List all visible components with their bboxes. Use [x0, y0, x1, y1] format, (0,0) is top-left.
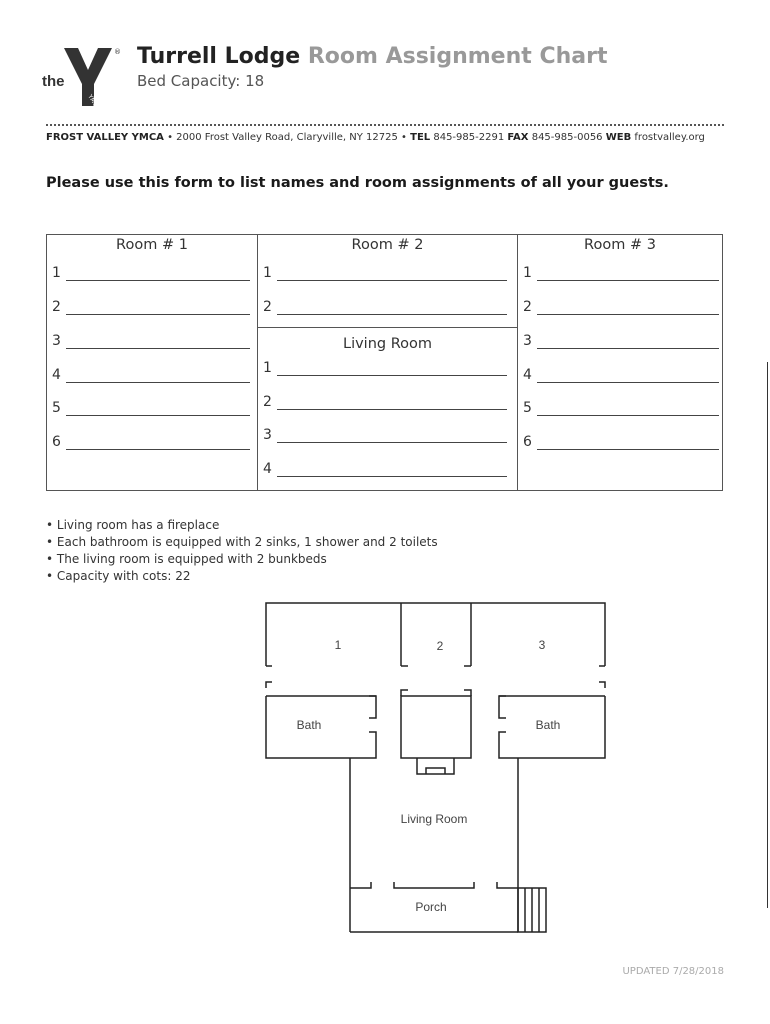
room3-slot[interactable]: 4: [523, 367, 719, 385]
column-divider: [257, 235, 258, 490]
plan-bath-right-label: Bath: [535, 718, 561, 732]
outer-wall: [266, 603, 605, 666]
room3-slot[interactable]: 3: [523, 333, 719, 351]
plan-bath-left-label: Bath: [296, 718, 322, 732]
room2-heading: Room # 2: [351, 237, 424, 253]
living-room-slot[interactable]: 4: [263, 461, 507, 479]
room3-slot[interactable]: 1: [523, 265, 719, 283]
note-item: • Living room has a fireplace: [46, 517, 438, 534]
room1-heading: Room # 1: [116, 237, 188, 253]
room3-slot[interactable]: 6: [523, 434, 719, 452]
address-line: FROST VALLEY YMCA • 2000 Frost Valley Road, Claryville, NY 12725 • TEL 845-985-2291 FAX 845-985-0056 WEB frostvalley.org: [46, 132, 705, 143]
living-room-divider: [257, 327, 517, 328]
page-edge-line: [767, 362, 768, 908]
web-address: frostvalley.org: [634, 132, 705, 143]
floor-plan: [250, 598, 620, 940]
note-item: • The living room is equipped with 2 bunkbeds: [46, 551, 438, 568]
room3-heading: Room # 3: [584, 237, 656, 253]
svg-text:®: ®: [114, 48, 121, 56]
fax-number: 845-985-0056: [531, 132, 603, 143]
room3-slot[interactable]: 2: [523, 299, 719, 317]
street-address: 2000 Frost Valley Road, Claryville, NY 12725: [176, 132, 398, 143]
tel-label: TEL: [410, 132, 431, 143]
fax-label: FAX: [507, 132, 529, 143]
instruction-text: Please use this form to list names and room assignments of all your guests.: [46, 175, 669, 191]
org-name: FROST VALLEY YMCA: [46, 132, 164, 143]
room2-slot[interactable]: 2: [263, 299, 507, 317]
svg-text:the: the: [42, 73, 65, 90]
room-assignment-table: [46, 234, 723, 491]
ymca-logo: [42, 44, 122, 108]
plan-room3-label: 3: [538, 638, 546, 652]
room3-slot[interactable]: 5: [523, 400, 719, 418]
title-main: Turrell Lodge: [137, 44, 301, 69]
room1-slot[interactable]: 2: [52, 299, 250, 317]
plan-room2-label: 2: [436, 639, 444, 653]
living-room-heading: Living Room: [342, 336, 432, 352]
living-room-slot[interactable]: 3: [263, 427, 507, 445]
room1-slot[interactable]: 5: [52, 400, 250, 418]
page-title: [137, 44, 607, 69]
column-divider: [517, 235, 518, 490]
bed-capacity: Bed Capacity: 18: [137, 72, 265, 90]
web-label: WEB: [605, 132, 632, 143]
title-sub: Room Assignment Chart: [307, 44, 608, 69]
svg-text:YMCA: YMCA: [86, 93, 101, 108]
dotted-divider: [46, 124, 724, 126]
living-room-slot[interactable]: 1: [263, 360, 507, 378]
tel-number: 845-985-2291: [433, 132, 505, 143]
room1-slot[interactable]: 4: [52, 367, 250, 385]
room1-slot[interactable]: 6: [52, 434, 250, 452]
note-item: • Capacity with cots: 22: [46, 568, 438, 585]
living-room-slot[interactable]: 2: [263, 394, 507, 412]
amenity-notes: [46, 517, 438, 585]
plan-living-room-label: Living Room: [400, 812, 468, 826]
room2-slot[interactable]: 1: [263, 265, 507, 283]
room1-slot[interactable]: 3: [52, 333, 250, 351]
plan-porch-label: Porch: [415, 900, 447, 914]
room1-slot[interactable]: 1: [52, 265, 250, 283]
updated-date: UPDATED 7/28/2018: [622, 966, 724, 977]
note-item: • Each bathroom is equipped with 2 sinks, 1 shower and 2 toilets: [46, 534, 438, 551]
plan-room1-label: 1: [334, 638, 342, 652]
